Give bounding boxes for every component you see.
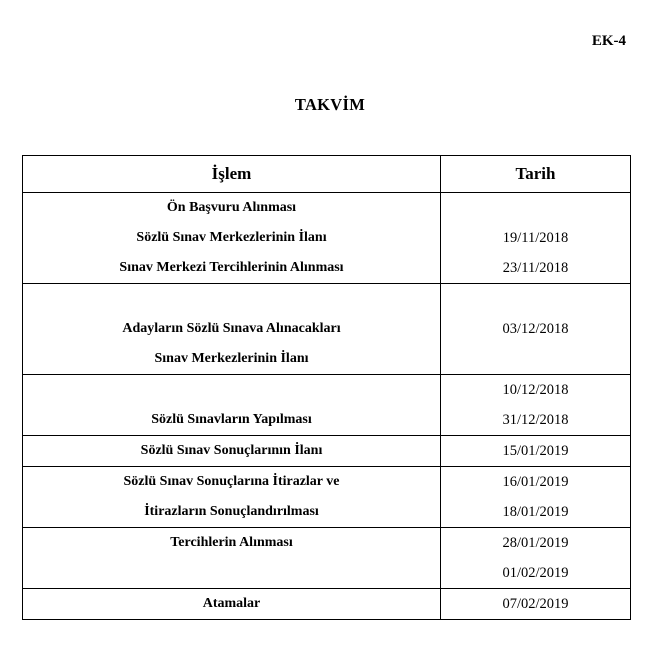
date-text: 10/12/2018 bbox=[502, 382, 569, 398]
operation-cell bbox=[23, 375, 441, 436]
operation-text bbox=[23, 375, 440, 405]
table-row bbox=[23, 193, 631, 284]
date-text bbox=[441, 193, 630, 223]
date-text: 07/02/2019 bbox=[502, 596, 569, 612]
operation-text bbox=[23, 284, 440, 314]
date-text: 23/11/2018 bbox=[502, 260, 569, 276]
date-cell bbox=[441, 589, 631, 620]
table-row bbox=[23, 284, 631, 375]
table-row bbox=[23, 528, 631, 589]
date-text bbox=[441, 344, 630, 374]
table-row bbox=[23, 436, 631, 467]
operation-text: İtirazların Sonuçlandırılması bbox=[144, 504, 319, 519]
operation-cell bbox=[23, 467, 441, 528]
date-cell bbox=[441, 375, 631, 436]
date-text: 15/01/2019 bbox=[502, 443, 569, 459]
operation-text: Sözlü Sınav Sonuçlarına İtirazlar ve bbox=[123, 474, 340, 489]
date-text: 28/01/2019 bbox=[502, 535, 569, 551]
date-text: 03/12/2018 bbox=[502, 321, 569, 337]
column-header-operation: İşlem bbox=[23, 156, 441, 193]
operation-text: Sözlü Sınavların Yapılması bbox=[151, 412, 312, 427]
table-row bbox=[23, 467, 631, 528]
date-cell bbox=[441, 193, 631, 284]
operation-cell bbox=[23, 284, 441, 375]
operation-text: Tercihlerin Alınması bbox=[170, 535, 293, 550]
date-text: 19/11/2018 bbox=[502, 230, 569, 246]
date-text: 16/01/2019 bbox=[502, 474, 569, 490]
operation-cell bbox=[23, 589, 441, 620]
operation-text: Atamalar bbox=[202, 596, 261, 611]
operation-text: Ön Başvuru Alınması bbox=[166, 200, 297, 215]
table-header-row bbox=[23, 156, 631, 193]
date-text: 18/01/2019 bbox=[502, 504, 569, 520]
operation-text: Sınav Merkezlerinin İlanı bbox=[154, 351, 309, 366]
operation-cell bbox=[23, 193, 441, 284]
operation-text: Adayların Sözlü Sınava Alınacakları bbox=[122, 321, 341, 336]
table-row bbox=[23, 375, 631, 436]
date-cell bbox=[441, 467, 631, 528]
date-text: 31/12/2018 bbox=[502, 412, 569, 428]
operation-text: Sözlü Sınav Merkezlerinin İlanı bbox=[136, 230, 327, 245]
column-header-date: Tarih bbox=[441, 156, 631, 193]
date-cell bbox=[441, 436, 631, 467]
date-cell bbox=[441, 528, 631, 589]
operation-cell bbox=[23, 436, 441, 467]
date-cell bbox=[441, 284, 631, 375]
operation-text bbox=[23, 558, 440, 588]
operation-text: Sınav Merkezi Tercihlerinin Alınması bbox=[119, 260, 344, 275]
operation-text: Sözlü Sınav Sonuçlarının İlanı bbox=[140, 443, 323, 458]
annex-label: EK-4 bbox=[591, 33, 626, 49]
page-title: TAKVİM bbox=[294, 95, 366, 114]
date-text: 01/02/2019 bbox=[502, 565, 569, 581]
date-text bbox=[441, 284, 630, 314]
operation-cell bbox=[23, 528, 441, 589]
table-row bbox=[23, 589, 631, 620]
schedule-table bbox=[22, 155, 631, 620]
